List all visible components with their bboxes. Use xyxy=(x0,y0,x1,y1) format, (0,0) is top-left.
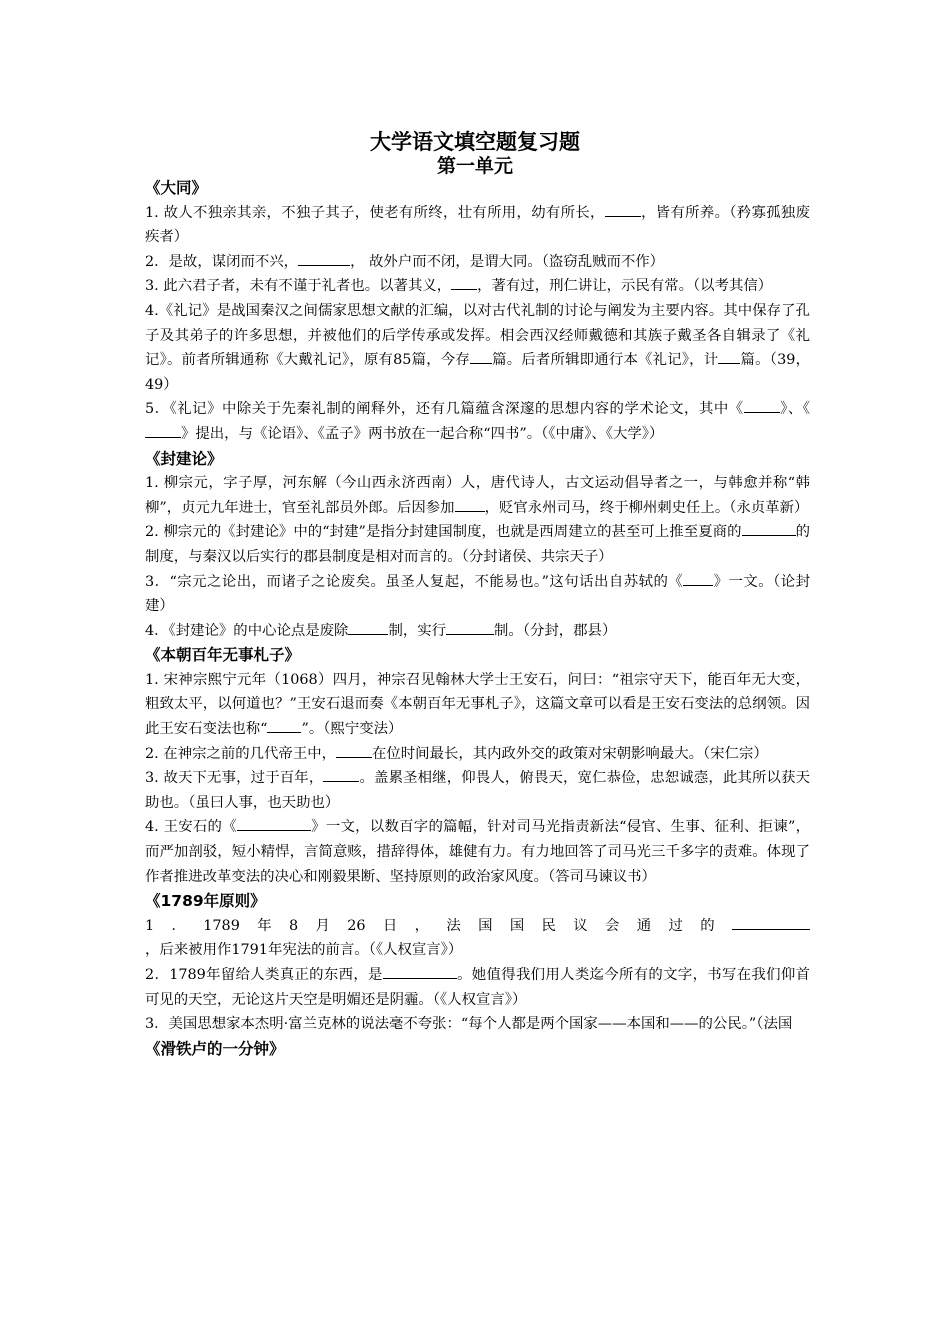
question: 1. 故人不独亲其亲，不独子其子，使老有所终，壮有所用，幼有所长， ，皆有所养。（矜寡孤独废疾者） xyxy=(145,201,810,250)
answer-blank xyxy=(683,571,713,586)
answer-blank xyxy=(718,349,740,364)
answer-blank xyxy=(446,620,494,635)
question: 2．1789年留给人类真正的东西，是 。她值得我们用人类迄今所有的文字，书写在我们仰首可见的天空，无论这片天空是明媚还是阴霾。（《人权宣言》） xyxy=(145,963,810,1012)
question: 4. 王安石的《 》一文，以数百字的篇幅，针对司马光指责新法“侵官、生事、征利、拒谏”，而严加剖驳，短小精悍，言简意赅，措辞得体，雄健有力。有力地回答了司马光三千多字的责难。体现了作者推进改革变法的决心和刚毅果断、坚持原则的政治家风度。（答司马谏议书） xyxy=(145,815,810,889)
answer-blank xyxy=(744,398,780,413)
answer-blank xyxy=(605,202,641,217)
section-heading: 《滑铁卢的一分钟》 xyxy=(145,1039,285,1058)
question: 5．《礼记》中除关于先秦礼制的阐释外，还有几篇蕴含深邃的思想内容的学术论文，其中《 》、《》提出，与《论语》、《孟子》两书放在一起合称“四书”。（《中庸》、《大学》） xyxy=(145,397,810,446)
document-body xyxy=(145,176,810,1061)
document-title: 大学语文填空题复习题 xyxy=(370,130,580,154)
question: 3．“宗元之论出，而诸子之论废矣。虽圣人复起，不能易也。”这句话出自苏轼的《 》一文。（论封建） xyxy=(145,570,810,619)
section-heading: 《大同》 xyxy=(145,179,208,197)
question: 2．是故，谋闭而不兴， ， 故外户而不闭，是谓大同。（盗窃乱贼而不作） xyxy=(145,250,810,275)
question: 2. 柳宗元的《封建论》中的“封建”是指分封建国制度，也就是西周建立的甚至可上推至夏商的 的制度，与秦汉以后实行的郡县制度是相对而言的。（分封诸侯、共宗天子） xyxy=(145,520,810,569)
question: 4．《封建论》的中心论点是废除 制，实行 制。（分封，郡县） xyxy=(145,619,810,644)
question: 3. 故天下无事，过于百年， 。盖累圣相继，仰畏人，俯畏天，宽仁恭俭，忠恕诚悫，此其所以获天助也。（虽曰人事，也天助也） xyxy=(145,766,810,815)
answer-blank xyxy=(348,620,388,635)
question: 1. 柳宗元，字子厚，河东解（今山西永济西南）人，唐代诗人，古文运动倡导者之一，与韩愈并称“韩柳”，贞元九年进士，官至礼部员外郎。后因参加 ，贬官永州司马，终于柳州刺史任上。（永贞革新） xyxy=(145,475,810,516)
question: 1. 宋神宗熙宁元年（1068）四月，神宗召见翰林大学士王安石，问曰：“祖宗守天下，能百年无大变，粗致太平，以何道也？”王安石退而奏《本朝百年无事札子》，这篇文章可以看是王安石变法的总纲领。因此王安石变法也称“ ”。（熙宁变法） xyxy=(145,671,810,738)
answer-blank xyxy=(470,349,492,364)
answer-blank xyxy=(732,915,810,930)
answer-blank xyxy=(455,497,485,512)
answer-blank xyxy=(742,521,796,536)
answer-blank xyxy=(336,743,372,758)
question: 3．美国思想家本杰明·富兰克林的说法毫不夸张：“每个人都是两个国家——本国和——的公民。”（法国 xyxy=(145,1016,793,1033)
answer-blank xyxy=(145,423,181,438)
section-heading: 《封建论》 xyxy=(145,449,223,468)
answer-blank xyxy=(451,275,477,290)
question: 2. 在神宗之前的几代帝王中， 在位时间最长，其内政外交的政策对宋朝影响最大。（宋仁宗） xyxy=(145,742,810,767)
question: 4.《礼记》是战国秦汉之间儒家思想文献的汇编，以对古代礼制的讨论与阐发为主要内容。其中保存了孔子及其弟子的许多思想，并被他们的后学传承或发挥。相会西汉经师戴德和其族子戴圣各自辑录了《礼记》。前者所辑通称《大戴礼记》，原有85篇，今存 篇。后者所辑即通行本《礼记》，计 篇。（39，49） xyxy=(145,302,810,393)
answer-blank xyxy=(267,718,301,733)
unit-title: 第一单元 xyxy=(436,155,513,177)
answer-blank xyxy=(383,964,457,979)
answer-blank xyxy=(298,251,350,266)
question: 1．1789年8月26日，法国国民议会通过的，后来被用作1791年宪法的前言。（《人权宣言》） xyxy=(145,914,810,963)
question: 3. 此六君子者，未有不谨于礼者也。以著其义， ，著有过，刑仁讲让，示民有常。（以考其信） xyxy=(145,274,810,299)
section-heading: 《1789年原则》 xyxy=(145,892,266,911)
answer-blank xyxy=(237,816,311,831)
answer-blank xyxy=(323,767,359,782)
section-heading: 《本朝百年无事札子》 xyxy=(145,646,301,665)
